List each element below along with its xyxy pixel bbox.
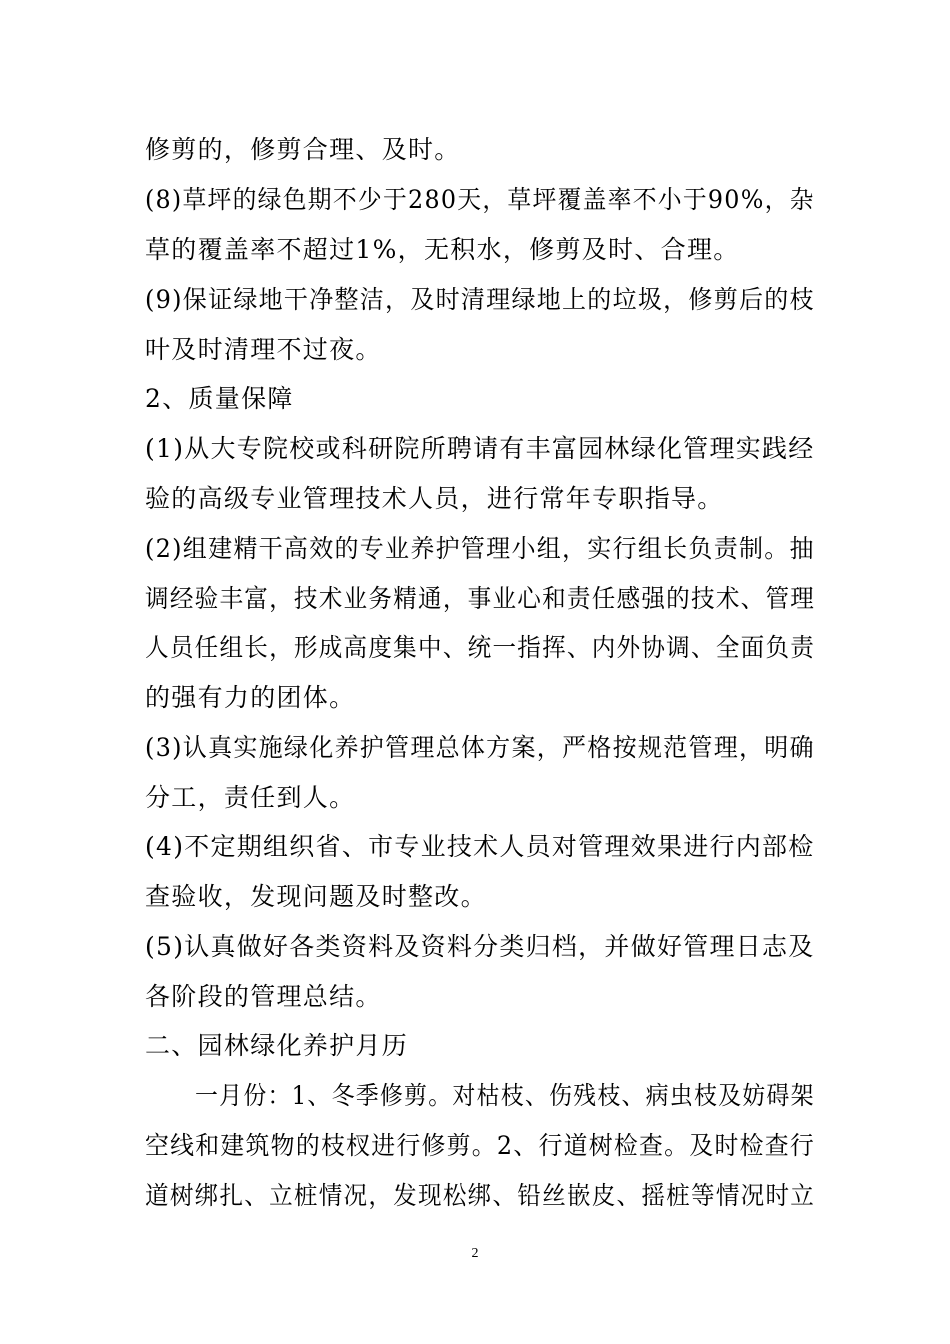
- body-line: 分工，责任到人。: [145, 783, 356, 812]
- body-line: 道树绑扎、立桩情况，发现松绑、铅丝嵌皮、摇桩等情况时立: [145, 1181, 816, 1210]
- body-line: 一月份：1、冬季修剪。对枯枝、伤残枝、病虫枝及妨碍架: [195, 1081, 815, 1110]
- body-line: 人员任组长，形成高度集中、统一指挥、内外协调、全面负责: [145, 633, 816, 662]
- body-line: (2)组建精干高效的专业养护管理小组，实行组长负责制。抽: [145, 534, 815, 563]
- body-line: 叶及时清理不过夜。: [145, 335, 382, 364]
- body-line: (8)草坪的绿色期不少于280天，草坪覆盖率不小于90%，杂: [145, 185, 815, 214]
- page-number: 2: [471, 1246, 479, 1261]
- body-line: 验的高级专业管理技术人员，进行常年专职指导。: [145, 484, 724, 513]
- section-heading: 二、园林绿化养护月历: [145, 1031, 409, 1060]
- body-line: (1)从大专院校或科研院所聘请有丰富园林绿化管理实践经: [145, 434, 815, 463]
- body-line: 各阶段的管理总结。: [145, 982, 382, 1011]
- body-line: 草的覆盖率不超过1%，无积水，修剪及时、合理。: [145, 235, 740, 264]
- body-line: (5)认真做好各类资料及资料分类归档，并做好管理日志及: [145, 932, 815, 961]
- section-heading: 2、质量保障: [145, 384, 294, 413]
- body-line: (3)认真实施绿化养护管理总体方案，严格按规范管理，明确: [145, 733, 815, 762]
- body-line: (4)不定期组织省、市专业技术人员对管理效果进行内部检: [145, 832, 815, 861]
- body-line: 的强有力的团体。: [145, 683, 356, 712]
- body-line: 空线和建筑物的枝杈进行修剪。2、行道树检查。及时检查行: [145, 1131, 816, 1160]
- body-line: 调经验丰富，技术业务精通，事业心和责任感强的技术、管理: [145, 584, 816, 613]
- body-line: 修剪的，修剪合理、及时。: [145, 135, 461, 164]
- body-line: (9)保证绿地干净整洁，及时清理绿地上的垃圾，修剪后的枝: [145, 285, 815, 314]
- body-line: 查验收，发现问题及时整改。: [145, 882, 487, 911]
